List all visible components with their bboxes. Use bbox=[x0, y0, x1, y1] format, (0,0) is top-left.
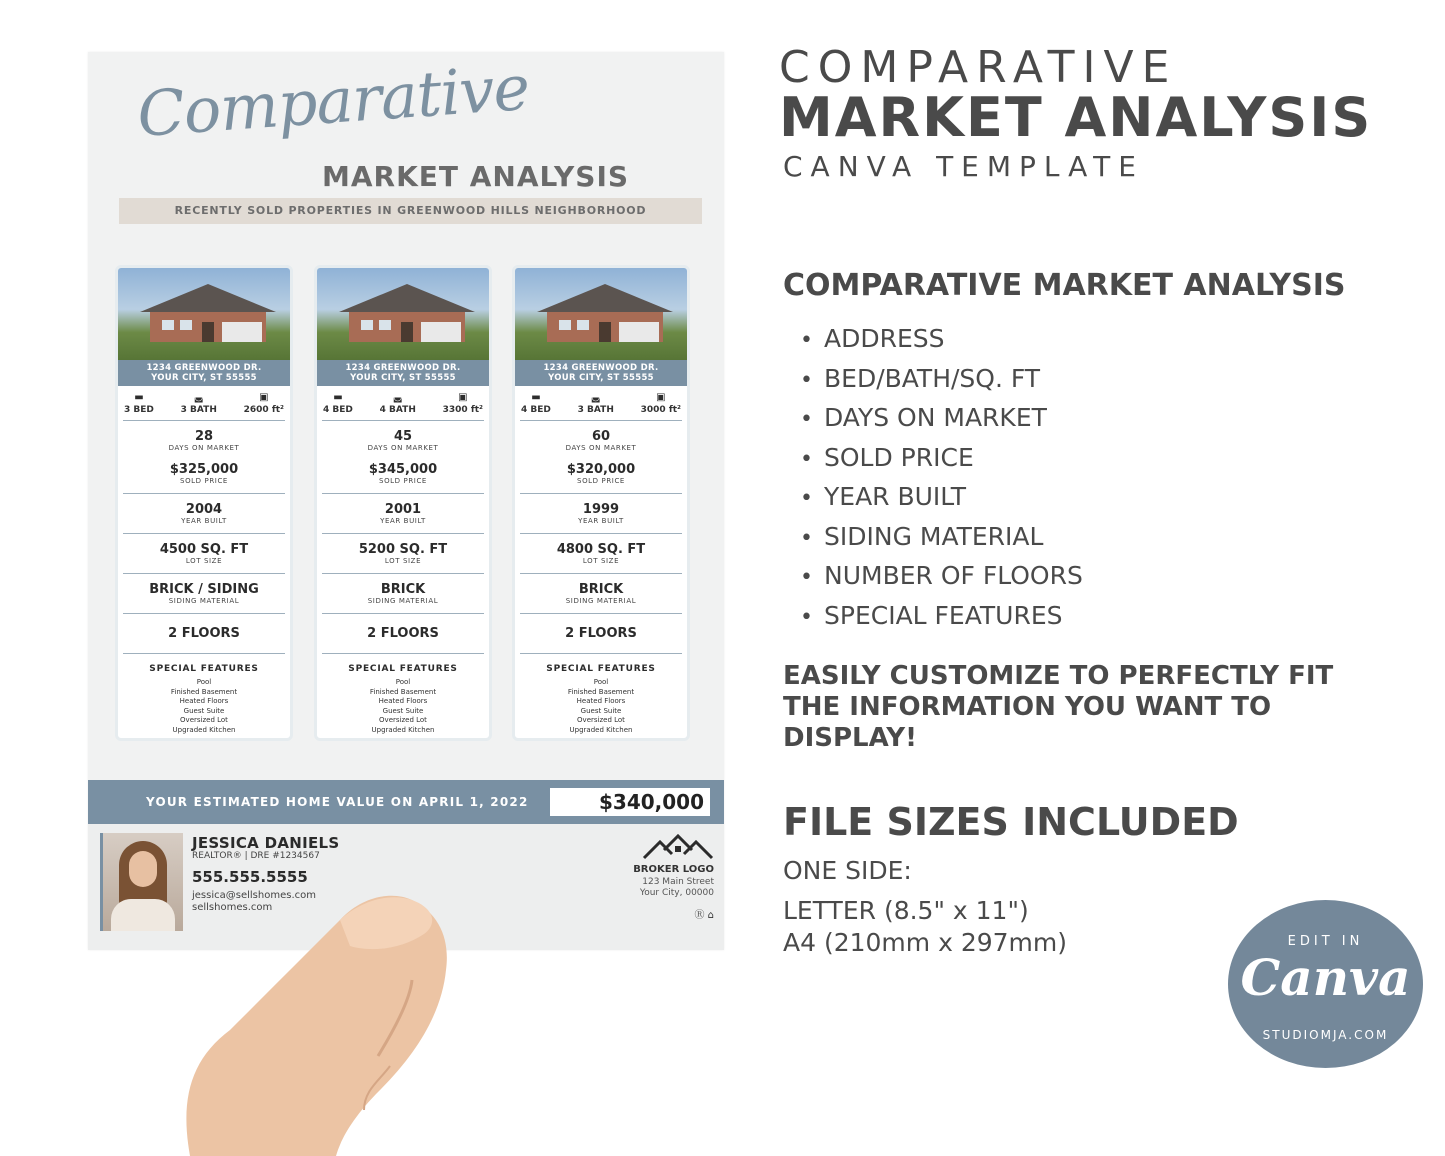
property-specs bbox=[317, 386, 489, 415]
spec-baths: ◛ 4 BATH bbox=[379, 392, 416, 415]
property-address bbox=[317, 360, 489, 386]
promo-size-a4: A4 (210mm x 297mm) bbox=[783, 928, 1067, 957]
equal-housing-icon: ⌂ bbox=[707, 910, 714, 921]
feature-item: Pool bbox=[196, 678, 212, 686]
year-built: 2004 YEAR BUILT bbox=[181, 502, 227, 525]
sold-price: $345,000 SOLD PRICE bbox=[368, 462, 438, 485]
bath-icon: ◛ bbox=[392, 392, 403, 403]
property-card bbox=[314, 265, 492, 741]
bath-icon: ◛ bbox=[590, 392, 601, 403]
broker-house-icon bbox=[642, 834, 714, 860]
hand-illustration bbox=[150, 880, 480, 1156]
floors: 2 FLOORS bbox=[367, 626, 439, 641]
address-line2: YOUR CITY, ST 55555 bbox=[350, 373, 456, 383]
address-line1: 1234 GREENWOOD DR. bbox=[345, 363, 461, 373]
spec-beds: ▬ 4 BED bbox=[521, 392, 551, 415]
features-title: SPECIAL FEATURES bbox=[546, 664, 656, 674]
agent-title: REALTOR® | DRE #1234567 bbox=[192, 851, 320, 861]
promo-size-letter: LETTER (8.5" x 11") bbox=[783, 896, 1029, 925]
address-line2: YOUR CITY, ST 55555 bbox=[548, 373, 654, 383]
siding-material: BRICK SIDING MATERIAL bbox=[367, 582, 439, 605]
realtor-icons bbox=[694, 906, 714, 921]
feature-item: Guest Suite bbox=[580, 706, 622, 715]
spec-sqft: ▣ 3300 ft² bbox=[442, 392, 483, 415]
list-item: • NUMBER OF FLOORS bbox=[800, 557, 1083, 597]
feature-item: Finished Basement bbox=[369, 687, 437, 696]
promo-title-line2: MARKET ANALYSIS bbox=[779, 86, 1373, 149]
property-specs bbox=[515, 386, 687, 415]
house-photo bbox=[515, 268, 687, 360]
promo-title-line3: CANVA TEMPLATE bbox=[783, 150, 1144, 183]
feature-item: Oversized Lot bbox=[180, 716, 228, 725]
script-title: Comparative bbox=[134, 50, 532, 151]
broker-logo: BROKER LOGO bbox=[633, 864, 714, 875]
bed-icon: ▬ bbox=[134, 392, 144, 403]
days-on-market: 45 DAYS ON MARKET bbox=[367, 429, 439, 452]
canva-badge bbox=[1228, 900, 1423, 1068]
list-item: • YEAR BUILT bbox=[800, 478, 1083, 518]
agent-website: sellshomes.com bbox=[192, 902, 273, 913]
sqft-icon: ▣ bbox=[458, 392, 468, 403]
sqft-icon: ▣ bbox=[259, 392, 269, 403]
floors: 2 FLOORS bbox=[168, 626, 240, 641]
feature-item: Finished Basement bbox=[567, 687, 635, 696]
feature-item: Oversized Lot bbox=[577, 716, 625, 725]
feature-item: Guest Suite bbox=[183, 706, 225, 715]
siding-material: BRICK / SIDING SIDING MATERIAL bbox=[149, 582, 259, 605]
feature-item: Heated Floors bbox=[179, 697, 229, 706]
estimate-label: YOUR ESTIMATED HOME VALUE ON APRIL 1, 2022 bbox=[146, 795, 529, 809]
bath-icon: ◛ bbox=[193, 392, 204, 403]
sold-price: $320,000 SOLD PRICE bbox=[566, 462, 636, 485]
list-item: • SPECIAL FEATURES bbox=[800, 597, 1083, 637]
spec-sqft: ▣ 2600 ft² bbox=[243, 392, 284, 415]
list-item: • ADDRESS bbox=[800, 320, 1083, 360]
estimate-bar bbox=[88, 780, 724, 824]
promo-section2-title: FILE SIZES INCLUDED bbox=[783, 800, 1239, 844]
list-item: • SIDING MATERIAL bbox=[800, 518, 1083, 558]
house-photo bbox=[317, 268, 489, 360]
spec-baths: ◛ 3 BATH bbox=[180, 392, 217, 415]
days-on-market: 28 DAYS ON MARKET bbox=[168, 429, 240, 452]
badge-site: STUDIOMJA.COM bbox=[1262, 1028, 1389, 1042]
subtitle-bar: RECENTLY SOLD PROPERTIES IN GREENWOOD HILLS NEIGHBORHOOD bbox=[119, 198, 702, 224]
features-title: SPECIAL FEATURES bbox=[348, 664, 458, 674]
feature-item: Oversized Lot bbox=[379, 716, 427, 725]
bed-icon: ▬ bbox=[333, 392, 343, 403]
promo-title-line1: COMPARATIVE bbox=[779, 42, 1178, 93]
realtor-icon: Ⓡ bbox=[694, 910, 705, 921]
sold-price: $325,000 SOLD PRICE bbox=[169, 462, 239, 485]
agent-email: jessica@sellshomes.com bbox=[192, 890, 316, 901]
feature-item: Guest Suite bbox=[382, 706, 424, 715]
siding-material: BRICK SIDING MATERIAL bbox=[565, 582, 637, 605]
broker-address-line2: Your City, 00000 bbox=[639, 888, 714, 898]
property-address bbox=[118, 360, 290, 386]
floors: 2 FLOORS bbox=[565, 626, 637, 641]
spec-beds: ▬ 3 BED bbox=[124, 392, 154, 415]
feature-item: Heated Floors bbox=[378, 697, 428, 706]
badge-canva: Canva bbox=[1240, 948, 1411, 1007]
broker-address bbox=[640, 877, 714, 899]
features-list bbox=[118, 678, 290, 736]
feature-item: Upgraded Kitchen bbox=[569, 725, 633, 734]
year-built: 1999 YEAR BUILT bbox=[578, 502, 624, 525]
feature-item: Upgraded Kitchen bbox=[172, 725, 236, 734]
list-item: • BED/BATH/SQ. FT bbox=[800, 360, 1083, 400]
address-line1: 1234 GREENWOOD DR. bbox=[543, 363, 659, 373]
property-card bbox=[512, 265, 690, 741]
features-list bbox=[515, 678, 687, 736]
address-line2: YOUR CITY, ST 55555 bbox=[151, 373, 257, 383]
property-address bbox=[515, 360, 687, 386]
features-title: SPECIAL FEATURES bbox=[149, 664, 259, 674]
main-title: MARKET ANALYSIS bbox=[322, 160, 630, 193]
promo-one-side: ONE SIDE: bbox=[783, 856, 912, 885]
agent-phone: 555.555.5555 bbox=[192, 868, 308, 886]
property-specs bbox=[118, 386, 290, 415]
feature-item: Upgraded Kitchen bbox=[371, 725, 435, 734]
list-item: • SOLD PRICE bbox=[800, 439, 1083, 479]
lot-size: 4500 SQ. FT LOT SIZE bbox=[159, 542, 249, 565]
promo-customize-text: EASILY CUSTOMIZE TO PERFECTLY FIT THE INFORMATION YOU WANT TO DISPLAY! bbox=[783, 661, 1334, 753]
broker-address-line1: 123 Main Street bbox=[642, 877, 714, 887]
lot-size: 5200 SQ. FT LOT SIZE bbox=[358, 542, 448, 565]
agent-name: JESSICA DANIELS bbox=[192, 834, 340, 852]
flyer bbox=[88, 52, 724, 950]
feature-item: Pool bbox=[395, 678, 411, 686]
list-item: • DAYS ON MARKET bbox=[800, 399, 1083, 439]
days-on-market: 60 DAYS ON MARKET bbox=[565, 429, 637, 452]
promo-section1-title: COMPARATIVE MARKET ANALYSIS bbox=[783, 268, 1346, 303]
estimate-value: $340,000 bbox=[550, 788, 710, 816]
feature-item: Heated Floors bbox=[576, 697, 626, 706]
features-list bbox=[317, 678, 489, 736]
year-built: 2001 YEAR BUILT bbox=[380, 502, 426, 525]
spec-beds: ▬ 4 BED bbox=[323, 392, 353, 415]
promo-feature-list bbox=[800, 320, 1083, 636]
bed-icon: ▬ bbox=[531, 392, 541, 403]
sqft-icon: ▣ bbox=[656, 392, 666, 403]
feature-item: Finished Basement bbox=[170, 687, 238, 696]
spec-sqft: ▣ 3000 ft² bbox=[640, 392, 681, 415]
address-line1: 1234 GREENWOOD DR. bbox=[146, 363, 262, 373]
property-card bbox=[115, 265, 293, 741]
house-photo bbox=[118, 268, 290, 360]
lot-size: 4800 SQ. FT LOT SIZE bbox=[556, 542, 646, 565]
spec-baths: ◛ 3 BATH bbox=[577, 392, 614, 415]
feature-item: Pool bbox=[593, 678, 609, 686]
badge-edit-in: EDIT IN bbox=[1287, 934, 1364, 949]
